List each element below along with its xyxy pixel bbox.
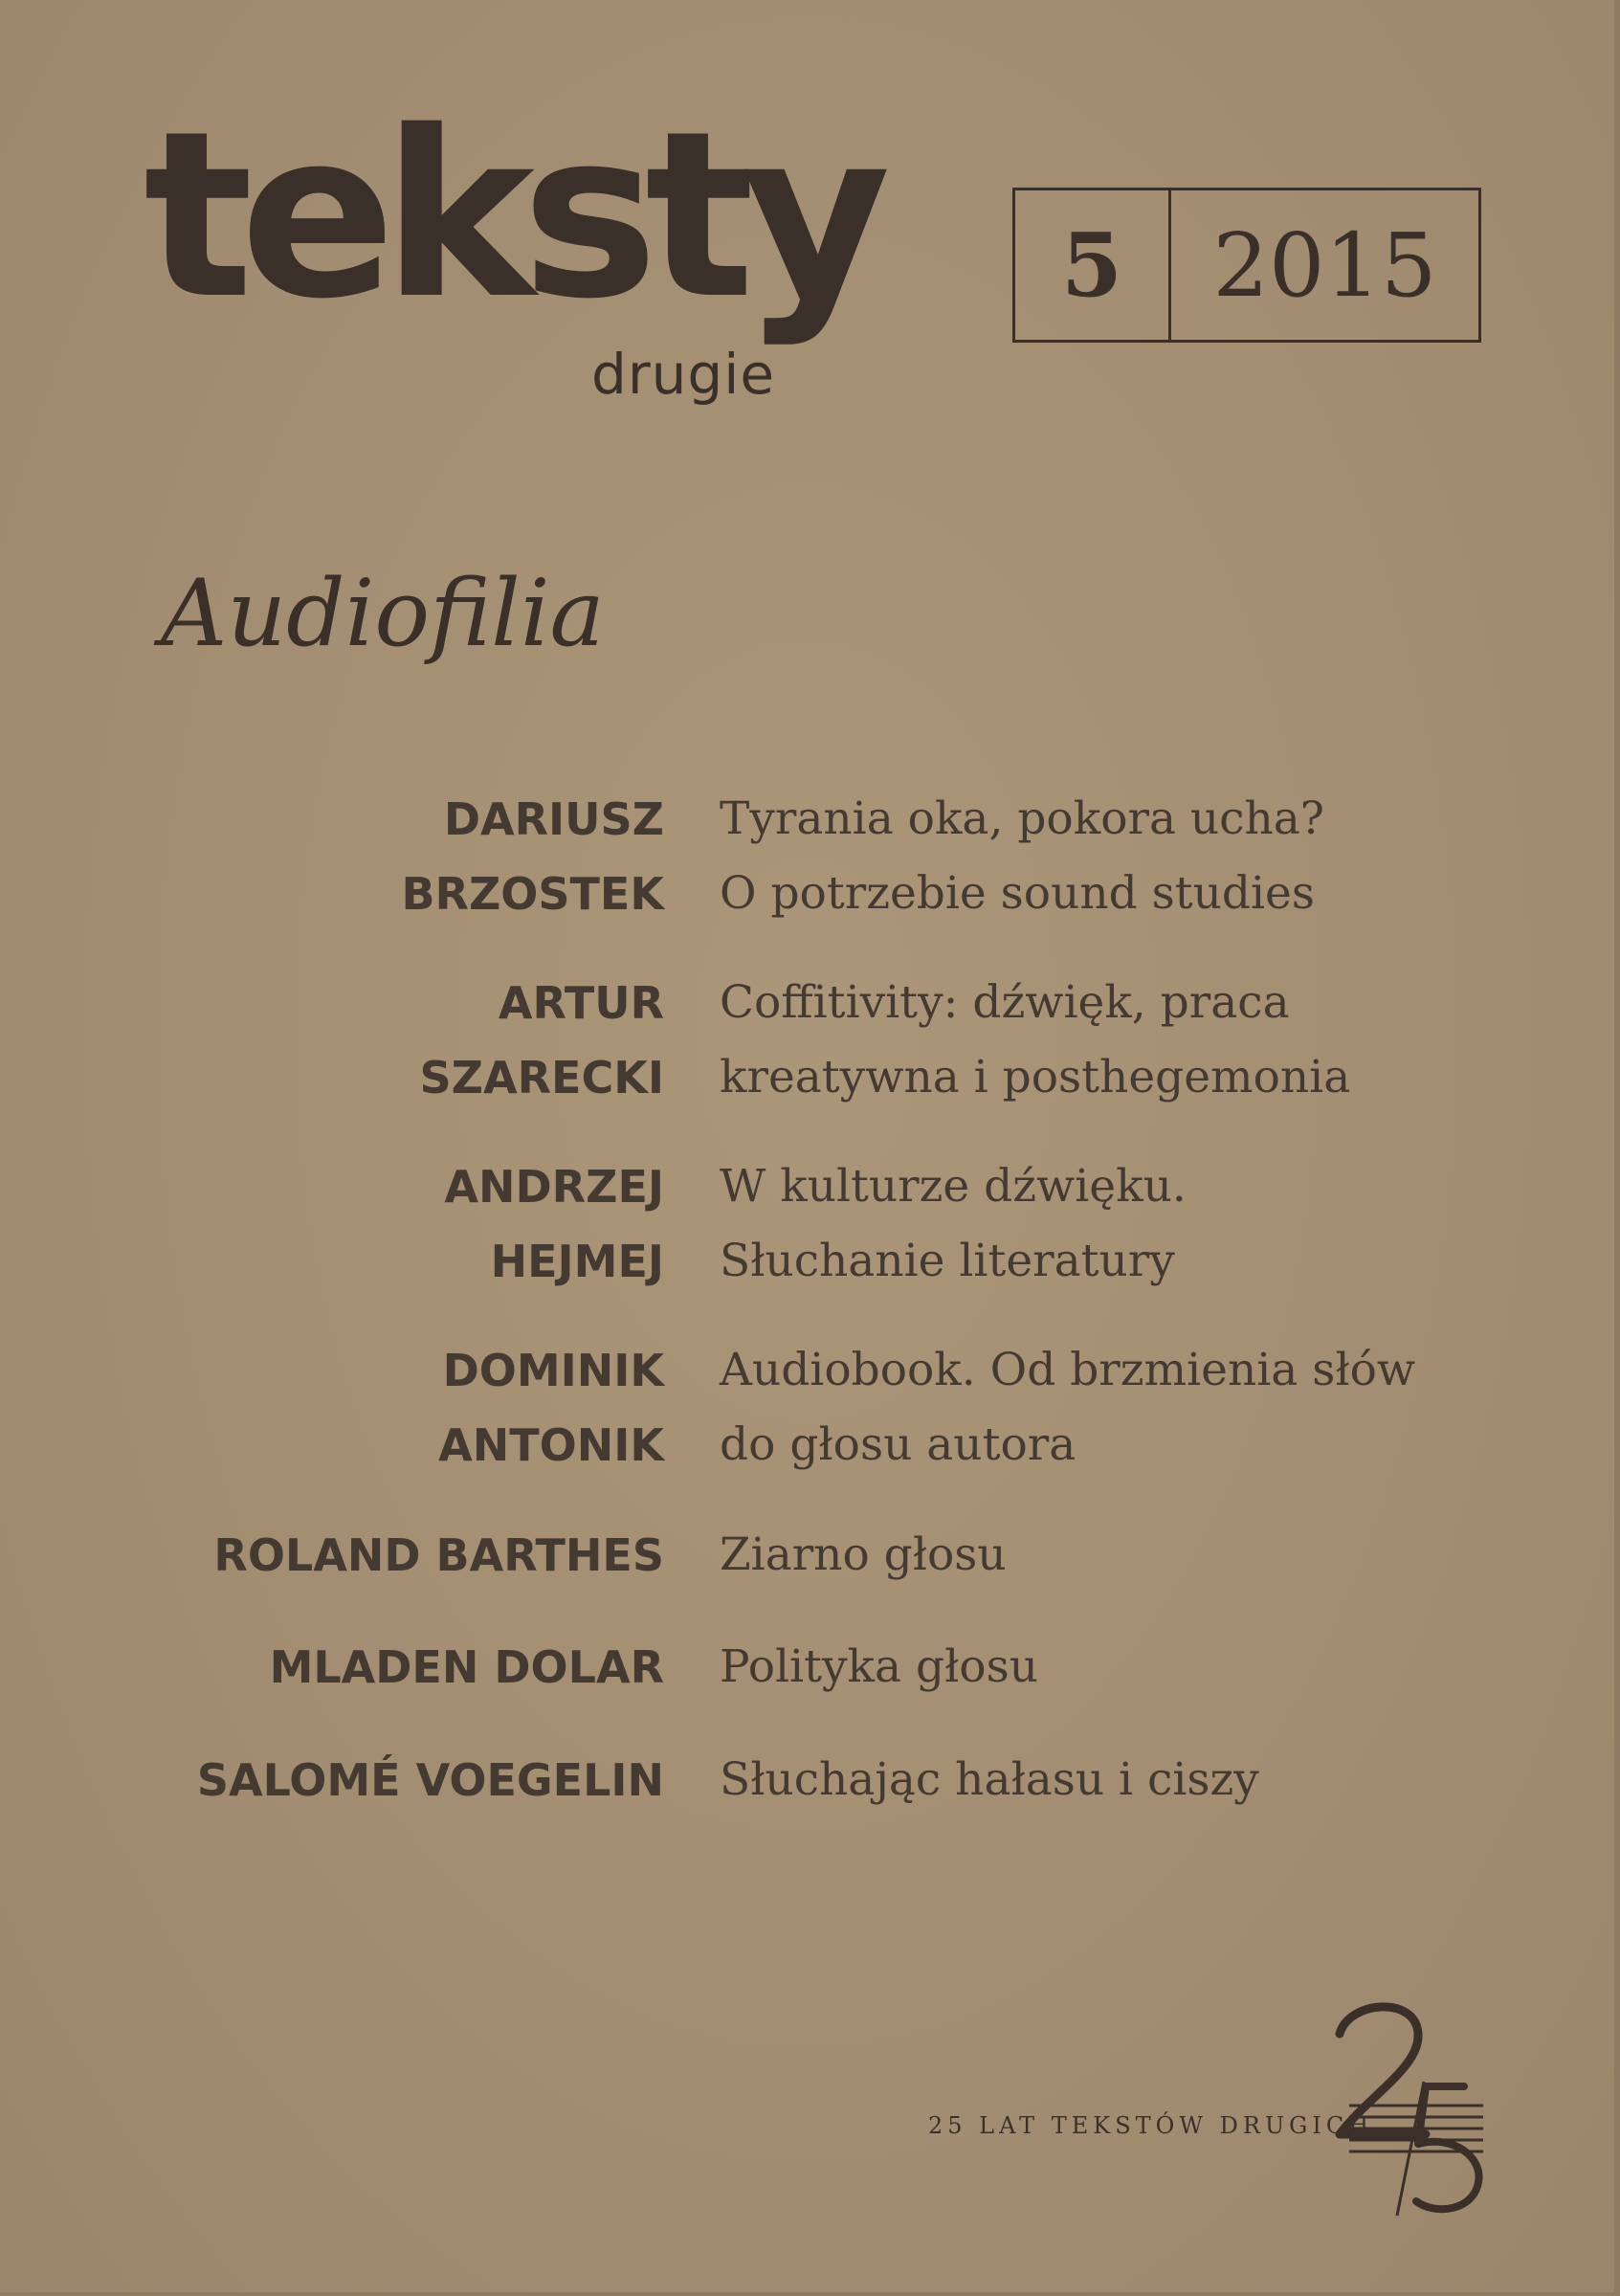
toc-entry-line	[0, 1332, 1614, 1409]
toc-title: Audiobook. Od brzmienia słów	[720, 1344, 1416, 1396]
toc-title: W kulturze dźwięku.	[720, 1160, 1187, 1213]
toc-entry-line	[0, 1517, 1614, 1594]
toc-author: MLADEN DOLAR	[269, 1641, 664, 1693]
toc-entry-line	[0, 1629, 1614, 1705]
toc-author: ARTUR	[498, 977, 664, 1029]
issue-number: 5	[1015, 190, 1171, 340]
toc-author: DARIUSZ	[443, 793, 664, 845]
toc-title: Coffitivity: dźwięk, praca	[720, 976, 1290, 1029]
toc-title: Ziarno głosu	[720, 1528, 1007, 1581]
masthead-title: teksty	[144, 81, 878, 349]
toc-entry-line	[0, 1039, 1614, 1116]
toc-title: Polityka głosu	[720, 1640, 1038, 1693]
issue-box	[1012, 188, 1481, 343]
toc-entry-line	[0, 856, 1614, 932]
toc-entry-line	[0, 965, 1614, 1041]
toc-title: Słuchając hałasu i ciszy	[720, 1753, 1259, 1806]
toc-author: DOMINIK	[442, 1345, 664, 1396]
toc-author: ANDRZEJ	[444, 1161, 664, 1213]
toc-author: SZARECKI	[419, 1052, 664, 1103]
toc-entry-line	[0, 1148, 1614, 1225]
toc-author: ROLAND BARTHES	[213, 1529, 664, 1581]
masthead-subtitle: drugie	[591, 342, 776, 407]
toc-entry-line	[0, 1407, 1614, 1483]
toc-entry-line	[0, 1223, 1614, 1300]
toc-entry-line	[0, 1742, 1614, 1818]
toc-title: kreatywna i posthegemonia	[720, 1051, 1351, 1103]
issue-year: 2015	[1212, 213, 1437, 317]
toc-title: O potrzebie sound studies	[720, 867, 1315, 920]
anniversary-caption: 25 LAT TEKSTÓW DRUGICH	[928, 2112, 1374, 2139]
toc-title: Tyrania oka, pokora ucha?	[720, 792, 1324, 845]
toc-title: Słuchanie literatury	[720, 1235, 1175, 1287]
toc-entry-line	[0, 781, 1614, 858]
toc-author: BRZOSTEK	[401, 868, 664, 920]
toc-author: HEJMEJ	[490, 1236, 664, 1287]
toc-title: do głosu autora	[720, 1418, 1076, 1471]
toc-author: SALOMÉ VOEGELIN	[196, 1754, 664, 1806]
issue-theme-title: Audiofilia	[161, 560, 605, 667]
toc-author: ANTONIK	[438, 1419, 664, 1471]
25-anniversary-logo-icon	[1311, 1991, 1502, 2220]
